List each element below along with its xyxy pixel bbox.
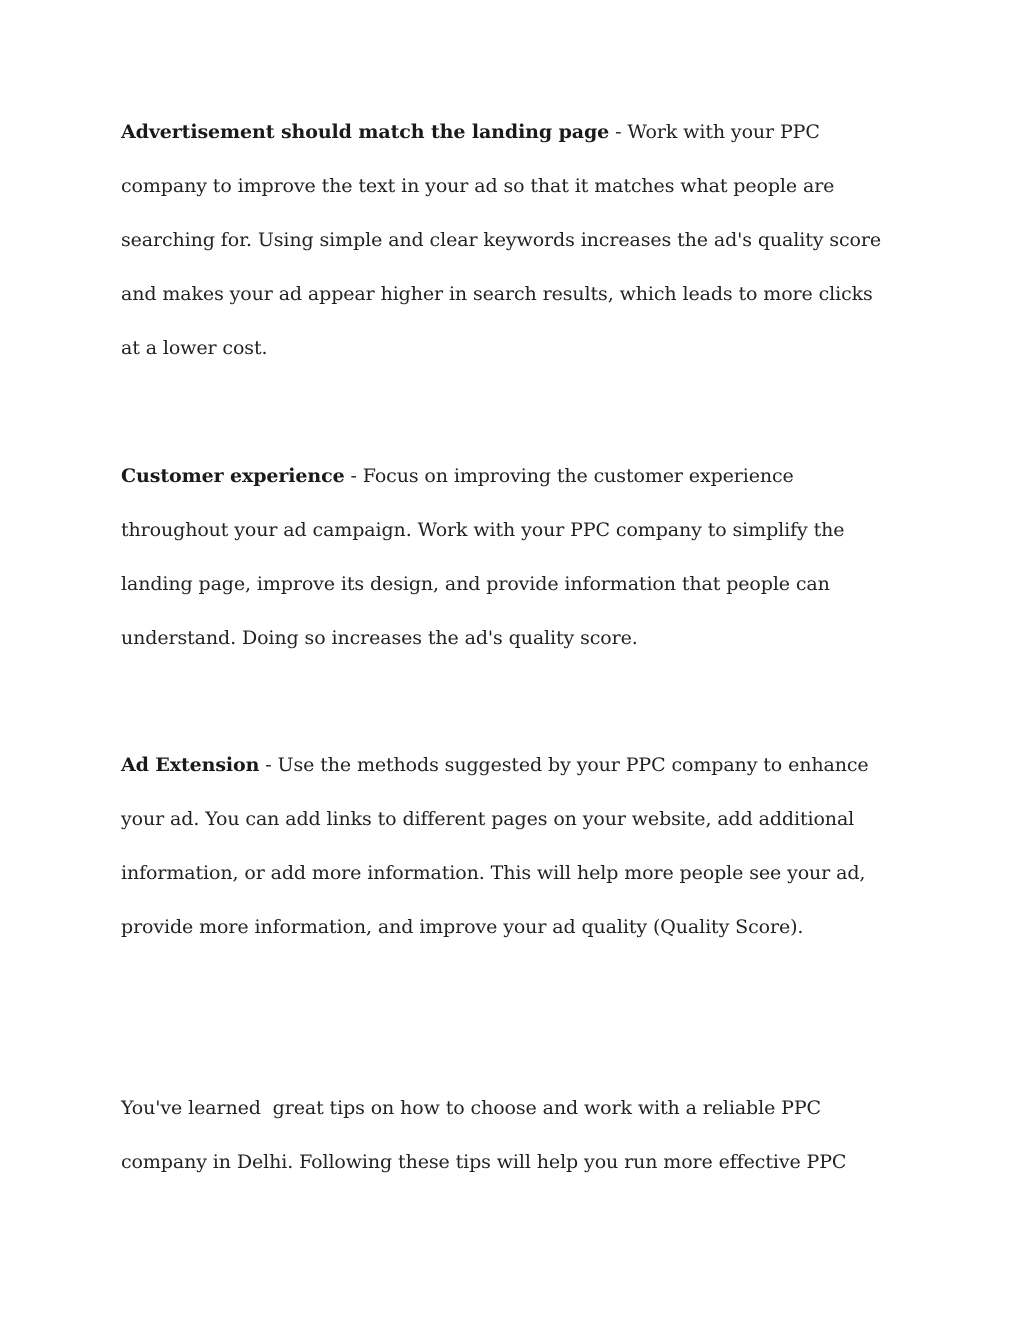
paragraph-body: - Use the methods suggested by your PPC company to enhance your ad. You can add links to different pages on your website, add additional information, or add more information. This will help more people see your ad, provide more information, and improve your ad quality (Quality Score). (121, 754, 869, 938)
paragraph-body: - Work with your PPC company to improve the text in your ad so that it matches what people are searching for. Using simple and clear keywords increases the ad's quality score and makes your ad appear higher in search results, which leads to more clicks at a lower cost. (121, 121, 881, 359)
paragraph-heading: Advertisement should match the landing page (121, 121, 610, 143)
paragraph-conclusion (121, 1081, 891, 1189)
paragraph-heading: Ad Extension (121, 754, 260, 776)
paragraph-heading: Customer experience (121, 465, 345, 487)
paragraph-body: You've learned great tips on how to choose and work with a reliable PPC company in Delhi. Following these tips will help you run more effective PPC (121, 1097, 847, 1173)
paragraph-customer-experience (121, 449, 891, 665)
paragraph-body: - Focus on improving the customer experience throughout your ad campaign. Work with your PPC company to simplify the landing page, improve its design, and provide information that people can understand. Doing so increases the ad's quality score. (121, 465, 845, 649)
paragraph-ad-landing-page (121, 105, 891, 375)
paragraph-ad-extension (121, 738, 891, 954)
